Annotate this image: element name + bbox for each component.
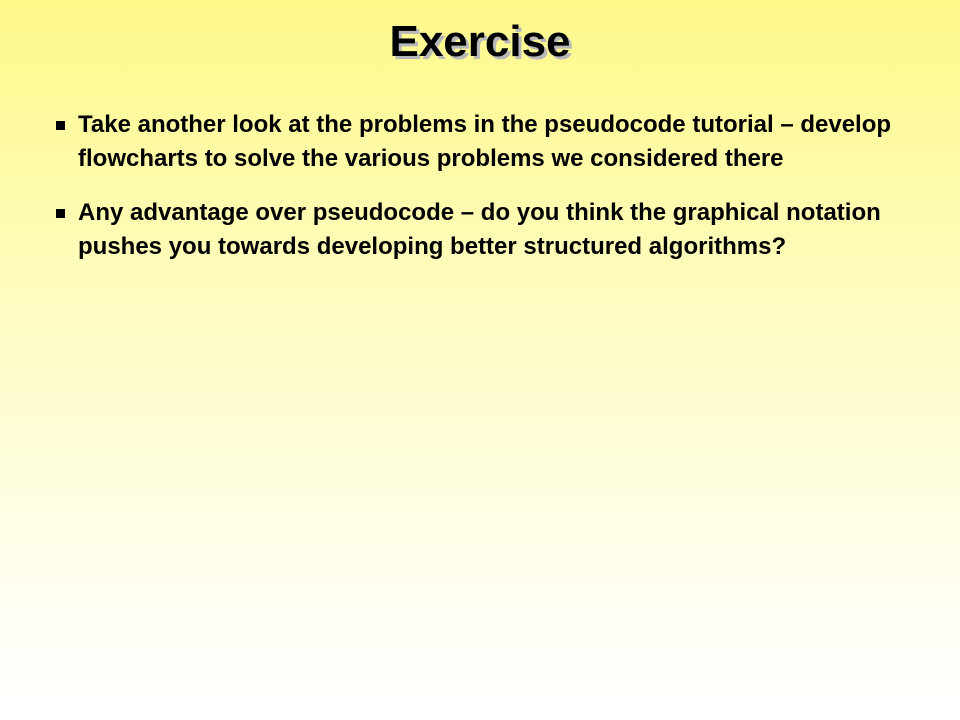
- square-bullet-icon: [56, 209, 65, 218]
- bullet-item: [48, 108, 898, 176]
- square-bullet-icon: [56, 121, 65, 130]
- bullet-text: Any advantage over pseudocode – do you think the graphical notation pushes you towards developing better structured algorithms?: [78, 199, 881, 260]
- bullet-text: Take another look at the problems in the pseudocode tutorial – develop flowcharts to solve the various problems we considered there: [78, 111, 892, 172]
- bullet-item: [48, 196, 898, 264]
- bullet-list: [48, 108, 898, 284]
- slide-title: Exercise: [389, 17, 571, 66]
